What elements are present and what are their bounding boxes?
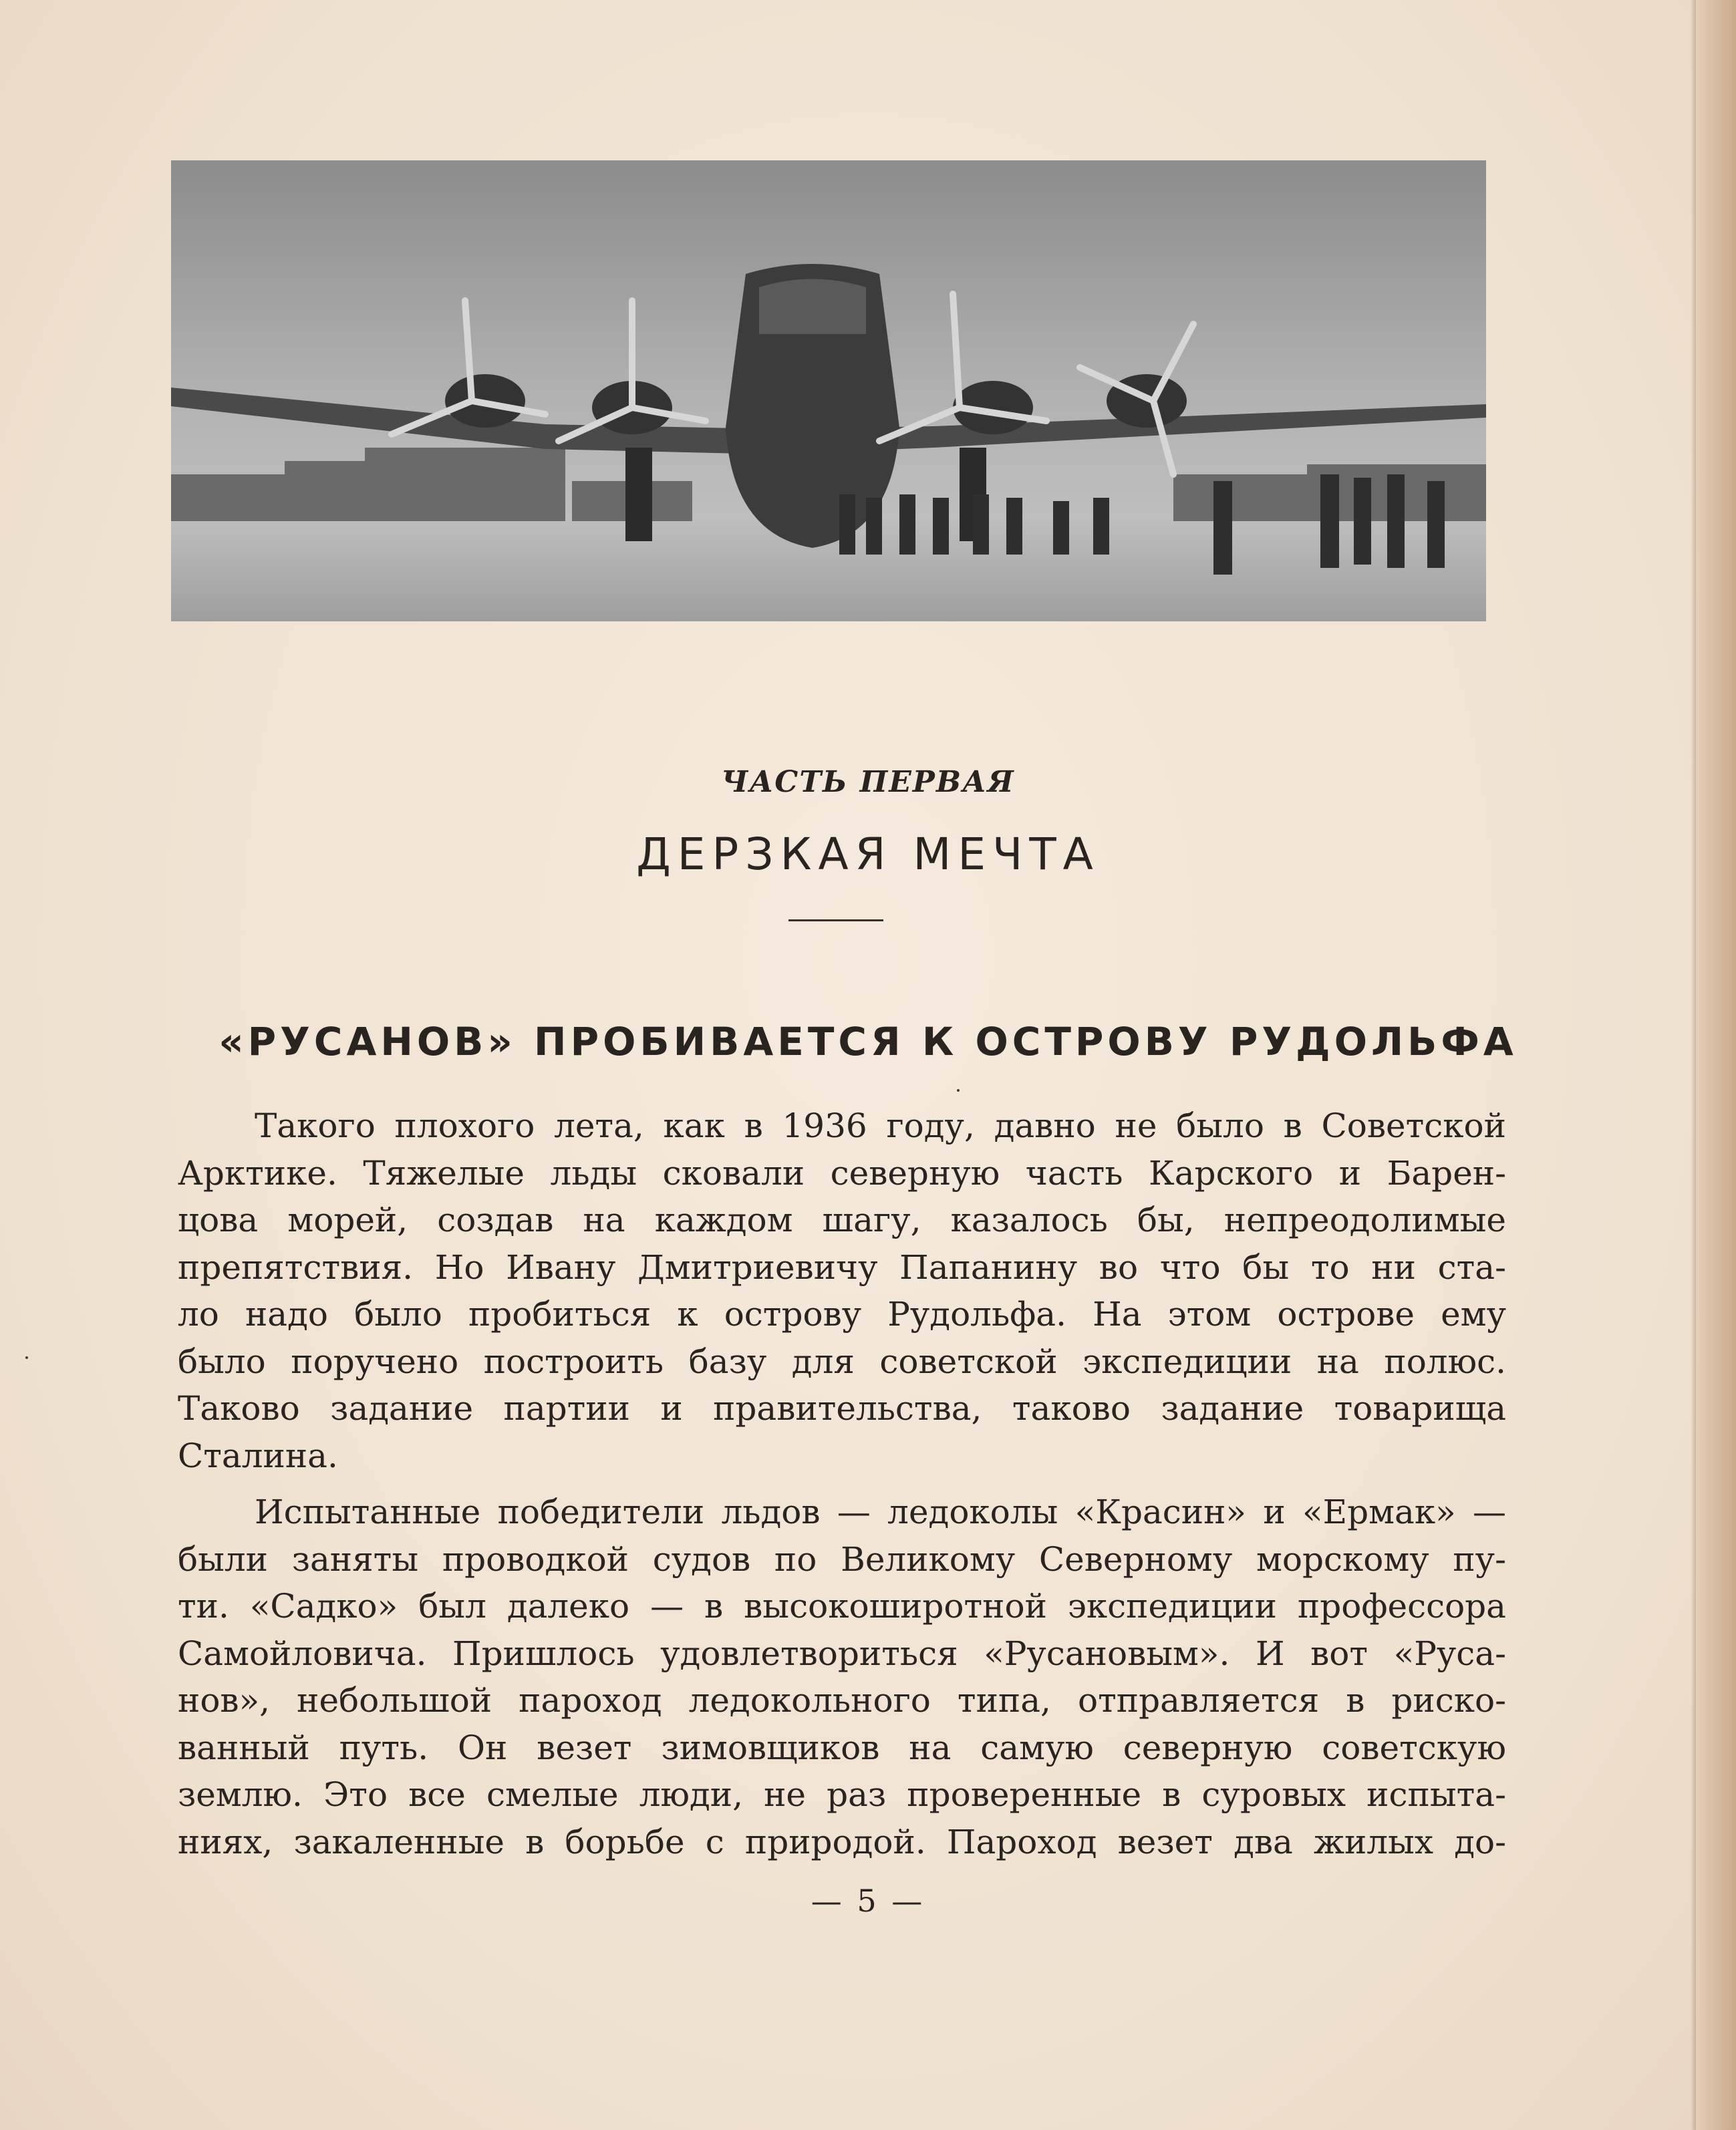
text-line: ти. «Садко» был далеко — в высокоширотной экспедиции профессора bbox=[178, 1587, 1506, 1626]
part-title: ДЕРЗКАЯ МЕЧТА bbox=[636, 828, 1100, 880]
airplane-photo bbox=[171, 160, 1486, 621]
page-number: — 5 — bbox=[811, 1883, 925, 1919]
text-line: ниях, закаленные в борьбе с природой. Пароход везет два жилых до- bbox=[178, 1822, 1506, 1861]
text-line: ванный путь. Он везет зимовщиков на самую северную советскую bbox=[178, 1728, 1506, 1767]
text-line: препятствия. Но Ивану Дмитриевичу Папанину во что бы то ни ста- bbox=[178, 1247, 1506, 1287]
text-line: Сталина. bbox=[178, 1436, 338, 1475]
chapter-title: «РУСАНОВ» ПРОБИВАЕТСЯ К ОСТРОВУ РУДОЛЬФА bbox=[219, 1019, 1517, 1064]
text-line: Таково задание партии и правительства, таково задание товарища bbox=[178, 1389, 1506, 1428]
paragraph-gap bbox=[178, 1479, 1506, 1489]
text-line: Арктике. Тяжелые льды сковали северную часть Карского и Барен- bbox=[178, 1153, 1506, 1193]
page-edge-shadow bbox=[1691, 0, 1696, 2130]
text-line: цова морей, создав на каждом шагу, казалось бы, непреодолимые bbox=[178, 1201, 1506, 1239]
paragraph bbox=[178, 1102, 1506, 1479]
text-line: ло надо было пробиться к острову Рудольфа. На этом острове ему bbox=[178, 1295, 1506, 1334]
text-line: землю. Это все смелые люди, не раз проверенные в суровых испыта- bbox=[178, 1775, 1506, 1814]
divider bbox=[788, 919, 883, 921]
airplane-photo-icon bbox=[171, 160, 1486, 621]
print-speck bbox=[25, 1356, 28, 1359]
text-line: Самойловича. Пришлось удовлетвориться «Русановым». И вот «Руса- bbox=[178, 1634, 1506, 1673]
text-line: Испытанные победители льдов — ледоколы «Красин» и «Ермак» — bbox=[255, 1493, 1506, 1531]
text-line: Такого плохого лета, как в 1936 году, давно не было в Советской bbox=[255, 1106, 1506, 1145]
print-speck bbox=[957, 1089, 960, 1092]
text-line: было поручено построить базу для советской экспедиции на полюс. bbox=[178, 1342, 1506, 1381]
text-line: нов», небольшой пароход ледокольного типа, отправляется в риско- bbox=[178, 1681, 1506, 1720]
part-label: ЧАСТЬ ПЕРВАЯ bbox=[721, 765, 1015, 799]
paragraph bbox=[178, 1489, 1506, 1865]
body-text bbox=[178, 1102, 1506, 1865]
cockpit bbox=[759, 279, 866, 335]
text-line: были заняты проводкой судов по Великому Северному морскому пу- bbox=[178, 1539, 1506, 1579]
page-edge bbox=[1696, 0, 1736, 2130]
